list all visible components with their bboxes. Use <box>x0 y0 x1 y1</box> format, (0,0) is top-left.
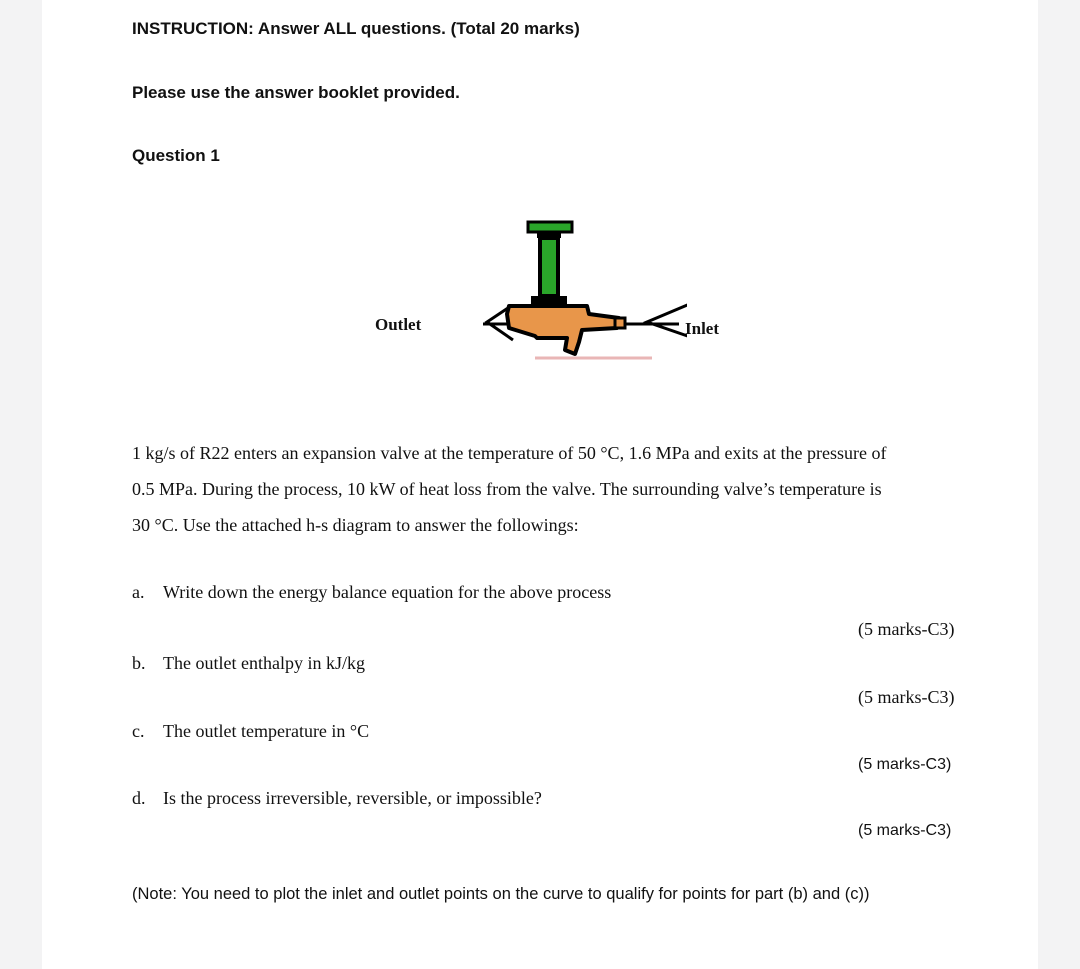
valve-inlet-port <box>615 318 625 328</box>
part-d-text: Is the process irreversible, reversible, or impossible? <box>163 788 542 808</box>
part-d-letter: d. <box>132 788 146 808</box>
part-d-marks: (5 marks-C3) <box>858 822 952 839</box>
document-page <box>42 0 1038 969</box>
question-title: Question 1 <box>132 146 220 165</box>
problem-line-3: 30 °C. Use the attached h-s diagram to answer the followings: <box>132 515 579 535</box>
footnote: (Note: You need to plot the inlet and outlet points on the curve to qualify for points for part (b) and (c)) <box>132 885 870 903</box>
expansion-valve-diagram <box>447 214 687 364</box>
part-b-text: The outlet enthalpy in kJ/kg <box>163 653 365 673</box>
outlet-label: Outlet <box>375 315 422 334</box>
inlet-label: Inlet <box>685 319 719 338</box>
valve-handle-cap <box>528 222 572 232</box>
part-c-letter: c. <box>132 721 145 741</box>
part-c-text: The outlet temperature in °C <box>163 721 370 741</box>
booklet-note: Please use the answer booklet provided. <box>132 83 460 102</box>
valve-body <box>507 306 619 354</box>
part-c-marks: (5 marks-C3) <box>858 756 952 773</box>
instruction-heading: INSTRUCTION: Answer ALL questions. (Total 20 marks) <box>132 19 580 38</box>
problem-line-1: 1 kg/s of R22 enters an expansion valve at the temperature of 50 °C, 1.6 MPa and exits at the pressure of <box>132 443 887 463</box>
problem-line-2: 0.5 MPa. During the process, 10 kW of heat loss from the valve. The surrounding valve’s temperature is <box>132 479 882 499</box>
inlet-arrow-head <box>647 300 687 340</box>
part-b-letter: b. <box>132 653 146 673</box>
part-a-letter: a. <box>132 582 145 602</box>
valve-stem-collar <box>537 232 561 238</box>
part-a-marks: (5 marks-C3) <box>858 619 955 639</box>
part-b-marks: (5 marks-C3) <box>858 687 955 707</box>
part-a-text: Write down the energy balance equation for the above process <box>163 582 612 602</box>
valve-stem <box>540 238 558 296</box>
